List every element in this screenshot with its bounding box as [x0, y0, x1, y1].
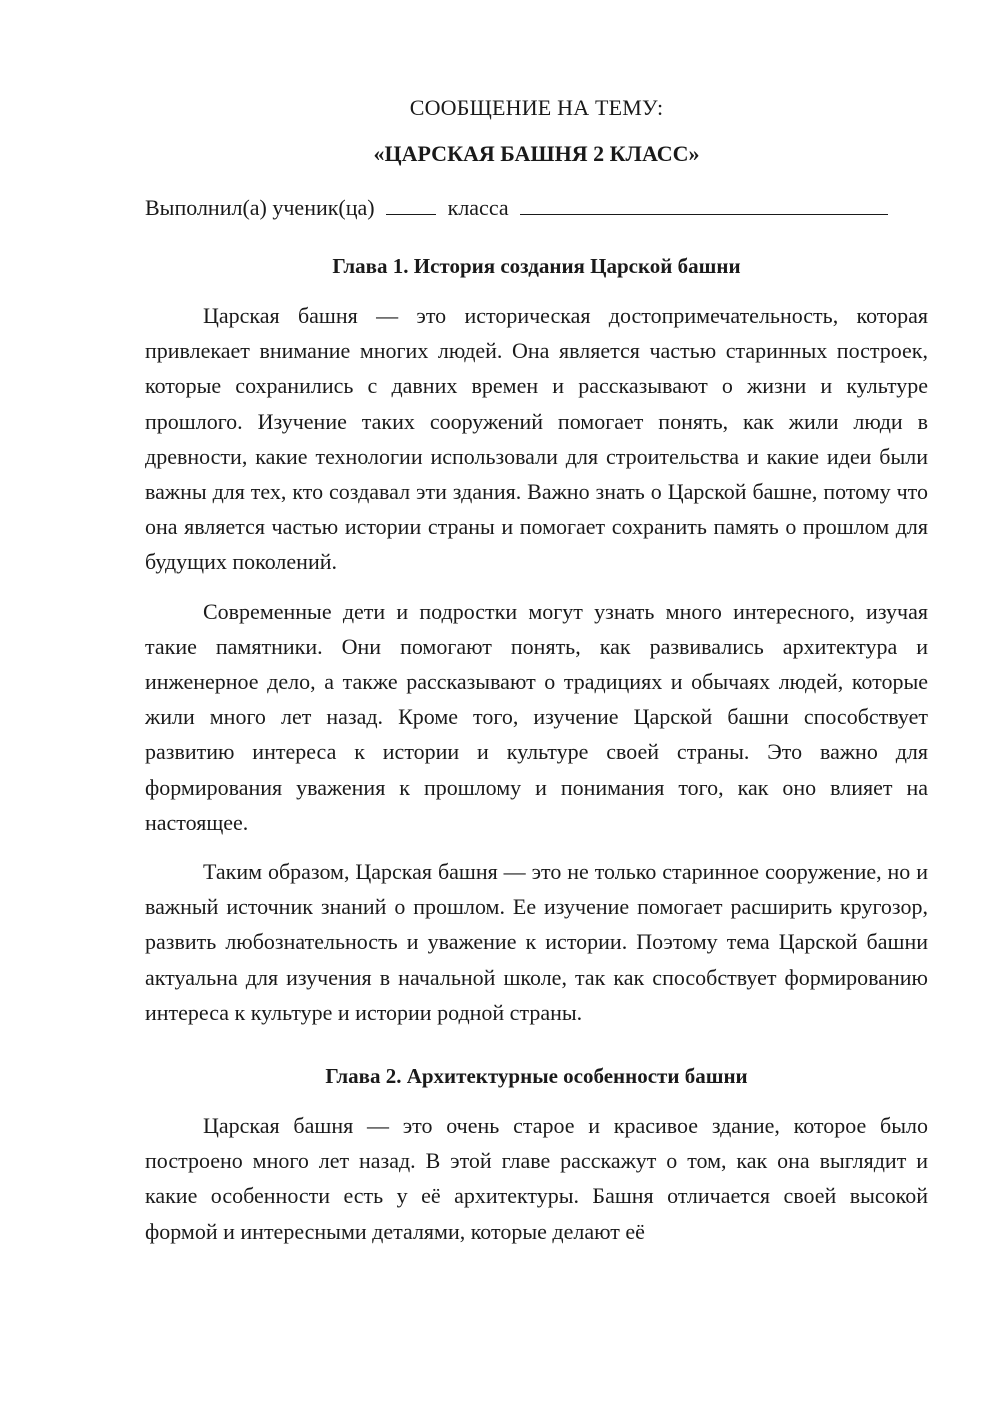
student-line-middle: класса	[447, 195, 509, 220]
document-content	[145, 92, 928, 1263]
chapter-1-paragraph-1: Царская башня — это историческая достопримечательность, которая привлекает внимание многих людей. Она является частью старинных построек, которые сохранились с давних времен и рассказывают о жизни и культуре прошлого. Изучение таких сооружений помогает понять, как жили люди в древности, какие технологии использовали для строительства и какие идеи были важны для тех, кто создавал эти здания. Важно знать о Царской башне, потому что она является частью истории страны и помогает сохранить память о прошлом для будущих поколений.	[145, 303, 928, 575]
student-info-line	[145, 192, 928, 224]
document-title-line-1: СООБЩЕНИЕ НА ТЕМУ:	[409, 95, 664, 120]
student-line-prefix: Выполнил(а) ученик(ца)	[145, 195, 375, 220]
chapter-1-paragraph-2: Современные дети и подростки могут узнать много интересного, изучая такие памятники. Они помогают понять, как развивались архитектура и инженерное дело, а также рассказывают о традициях и обычаях людей, которые жили много лет назад. Кроме того, изучение Царской башни способствует развитию интереса к истории и культуре своей страны. Это важно для формирования уважения к прошлому и понимания того, как оно влияет на настоящее.	[145, 598, 928, 835]
student-name-blank	[520, 192, 888, 215]
chapter-1	[145, 250, 928, 1030]
chapter-1-heading: Глава 1. История создания Царской башни	[332, 254, 741, 278]
chapter-2-heading: Глава 2. Архитектурные особенности башни	[325, 1064, 748, 1089]
chapter-2-paragraph-1: Царская башня — это очень старое и красивое здание, которое было построено много лет назад. В этой главе расскажут о том, как она выглядит и какие особенности есть у её архитектуры. Башня отличается своей высокой формой и интересными деталями, которые делают её	[145, 1113, 928, 1244]
chapter-2	[145, 1060, 928, 1249]
class-number-blank	[386, 192, 436, 215]
document-title-line-2: «ЦАРСКАЯ БАШНЯ 2 КЛАСС»	[373, 141, 700, 166]
chapter-1-paragraph-3: Таким образом, Царская башня — это не только старинное сооружение, но и важный источник знаний о прошлом. Ее изучение помогает расширить кругозор, развить любознательность и уважение к истории. Поэтому тема Царской башни актуальна для изучения в начальной школе, так как способствует формированию интереса к культуре и истории родной страны.	[145, 859, 928, 1025]
